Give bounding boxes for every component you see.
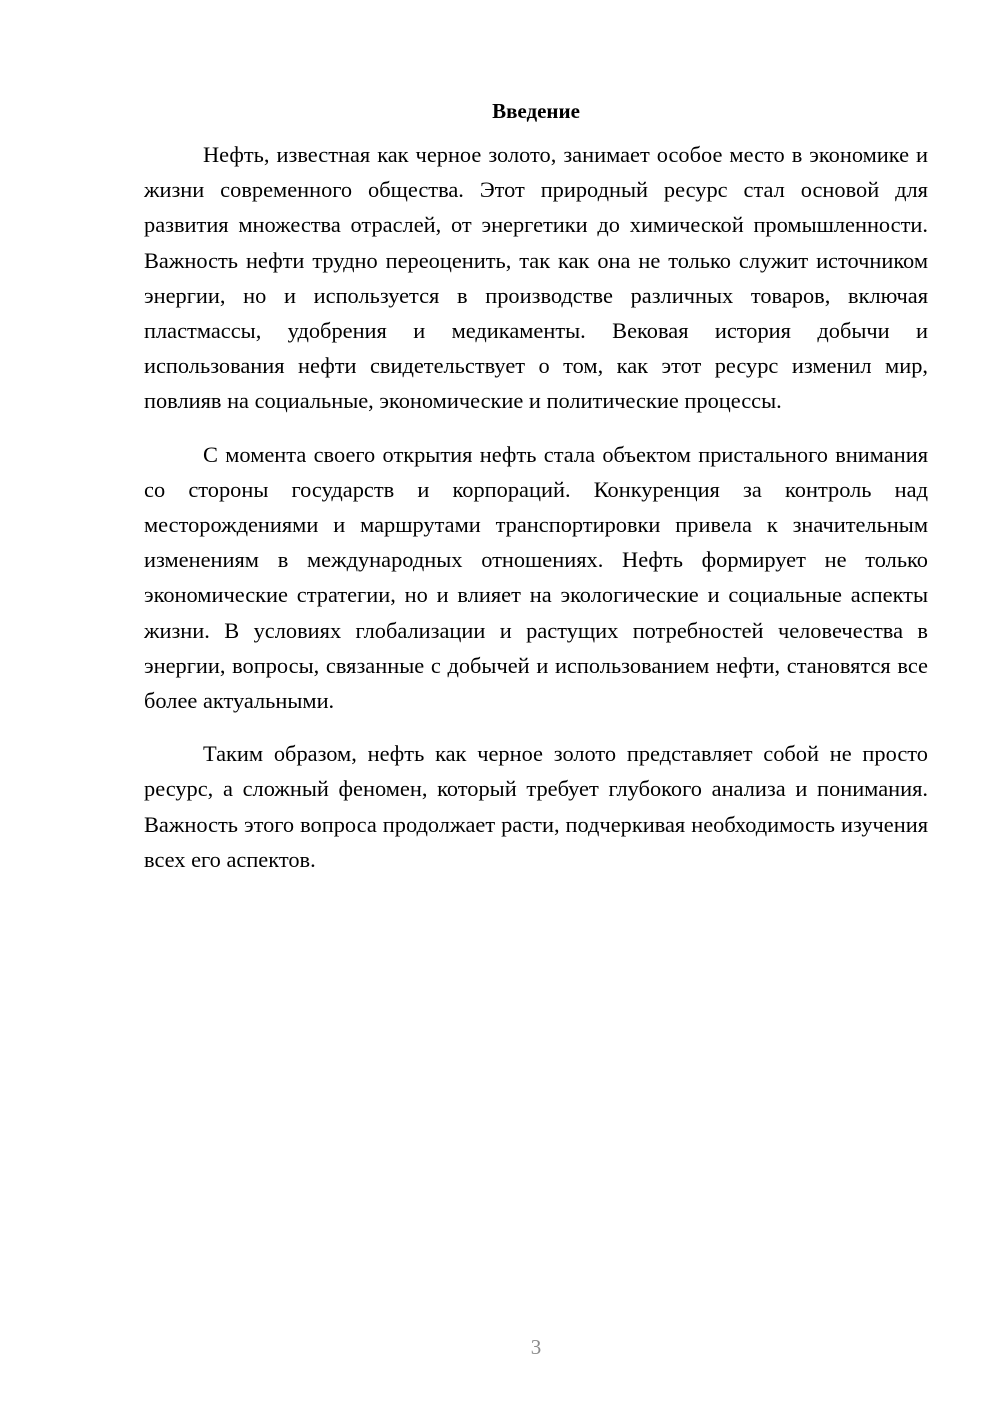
paragraph-1: Нефть, известная как черное золото, занимает особое место в экономике и жизни современного общества. Этот природный ресурс стал основой для развития множества отраслей, от энергетики до химической промышленности. Важность нефти трудно переоценить, так как она не только служит источником энергии, но и используется в производстве различных товаров, включая пластмассы, удобрения и медикаменты. Вековая история добычи и использования нефти свидетельствует о том, как этот ресурс изменил мир, повлияв на социальные, экономические и политические процессы. (144, 142, 928, 414)
paragraph-2: С момента своего открытия нефть стала объектом пристального внимания со стороны государств и корпораций. Конкуренция за контроль над месторождениями и маршрутами транспортировки привела к значительным изменениям в международных отношениях. Нефть формирует не только экономические стратегии, но и влияет на экологические и социальные аспекты жизни. В условиях глобализации и растущих потребностей человечества в энергии, вопросы, связанные с добычей и использованием нефти, становятся все более актуальными. (144, 441, 928, 714)
page-content (144, 96, 928, 895)
paragraph-3: Таким образом, нефть как черное золото представляет собой не просто ресурс, а сложный феномен, который требует глубокого анализа и понимания. Важность этого вопроса продолжает расти, подчеркивая необходимость изучения всех его аспектов. (144, 741, 928, 872)
page-number: 3 (530, 1335, 542, 1359)
section-title: Введение (492, 99, 580, 123)
